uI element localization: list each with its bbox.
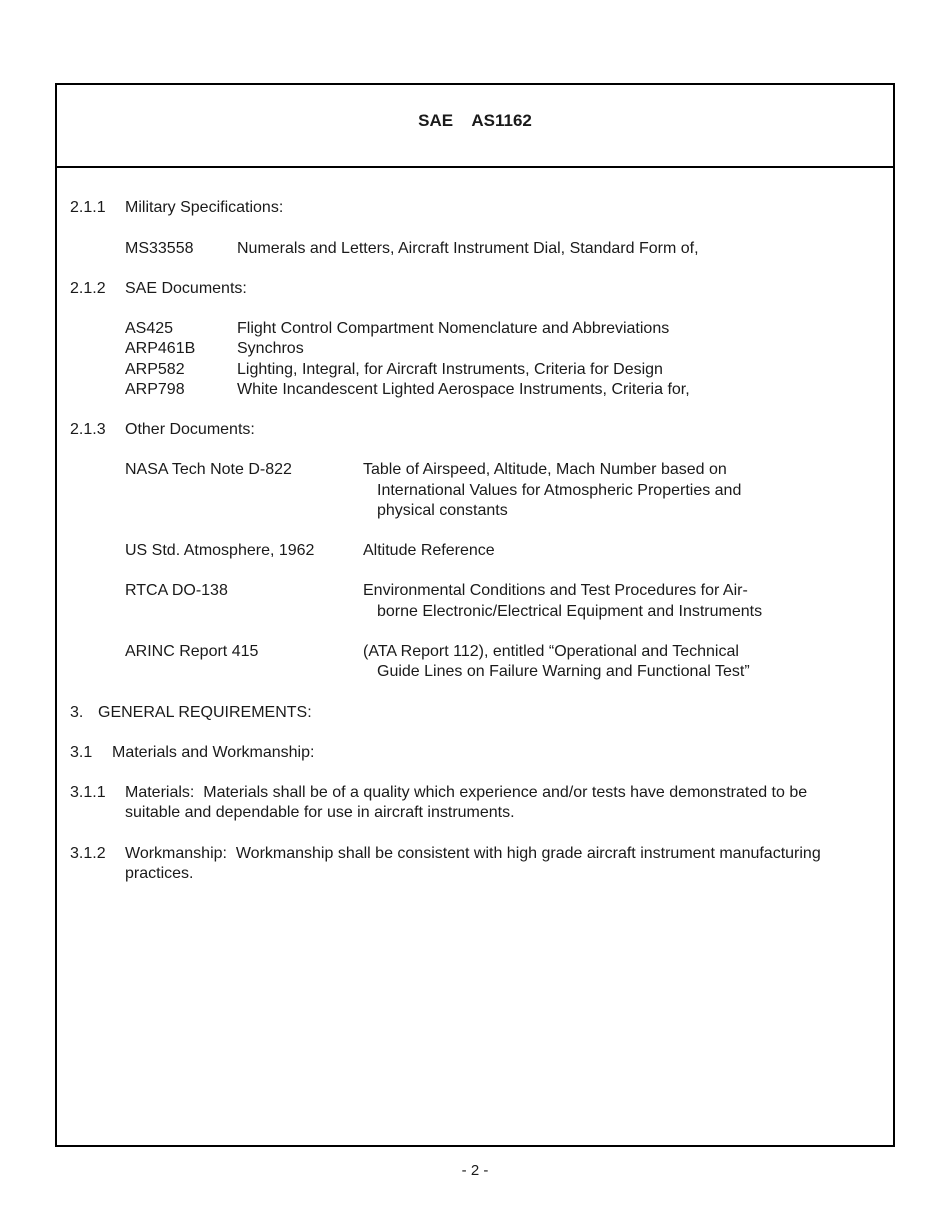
doc-description-line: physical constants (377, 502, 508, 519)
section-number: 3.1 (70, 744, 93, 761)
section-heading: Materials and Workmanship: (112, 744, 315, 761)
section-number: 3.1.2 (70, 845, 106, 862)
doc-code: ARP461B (125, 340, 196, 357)
section-number: 3. (70, 704, 84, 721)
doc-description-line: borne Electronic/Electrical Equipment and Instruments (377, 603, 763, 620)
page-number: - 2 - (461, 1162, 489, 1179)
doc-description: Flight Control Compartment Nomenclature and Abbreviations (237, 320, 670, 337)
doc-code: ARINC Report 415 (125, 643, 259, 660)
doc-description: White Incandescent Lighted Aerospace Instruments, Criteria for, (237, 381, 690, 398)
doc-description-line: (ATA Report 112), entitled “Operational and Technical (363, 643, 739, 660)
paragraph-line: suitable and dependable for use in aircraft instruments. (125, 804, 515, 821)
spec-description: Numerals and Letters, Aircraft Instrument Dial, Standard Form of, (237, 240, 699, 257)
section-heading: Military Specifications: (125, 199, 284, 216)
section-heading: SAE Documents: (125, 280, 247, 297)
section-number: 2.1.2 (70, 280, 106, 297)
paragraph-line: Materials: Materials shall be of a quality which experience and/or tests have demonstrated to be (125, 784, 808, 801)
section-heading: GENERAL REQUIREMENTS: (98, 704, 312, 721)
doc-code: NASA Tech Note D-822 (125, 461, 292, 478)
doc-code: RTCA DO-138 (125, 582, 228, 599)
doc-code: AS425 (125, 320, 174, 337)
header-divider (55, 166, 895, 168)
doc-description-line: Table of Airspeed, Altitude, Mach Number based on (363, 461, 727, 478)
doc-code: ARP798 (125, 381, 185, 398)
doc-description-line: Altitude Reference (363, 542, 495, 559)
section-number: 2.1.1 (70, 199, 106, 216)
doc-description: Lighting, Integral, for Aircraft Instruments, Criteria for Design (237, 361, 663, 378)
paragraph-line: practices. (125, 865, 194, 882)
document-header (55, 111, 895, 131)
section-number: 2.1.3 (70, 421, 106, 438)
doc-description-line: Guide Lines on Failure Warning and Functional Test” (377, 663, 750, 680)
section-number: 3.1.1 (70, 784, 106, 801)
doc-code: US Std. Atmosphere, 1962 (125, 542, 315, 559)
spec-code: MS33558 (125, 240, 194, 257)
doc-code: ARP582 (125, 361, 185, 378)
section-heading: Other Documents: (125, 421, 255, 438)
header-doc-number: AS1162 (471, 111, 532, 130)
paragraph-line: Workmanship: Workmanship shall be consistent with high grade aircraft instrument manufacturing (125, 845, 821, 862)
doc-description: Synchros (237, 340, 304, 357)
doc-description-line: Environmental Conditions and Test Procedures for Air- (363, 582, 748, 599)
header-org: SAE (418, 111, 454, 130)
doc-description-line: International Values for Atmospheric Properties and (377, 482, 742, 499)
